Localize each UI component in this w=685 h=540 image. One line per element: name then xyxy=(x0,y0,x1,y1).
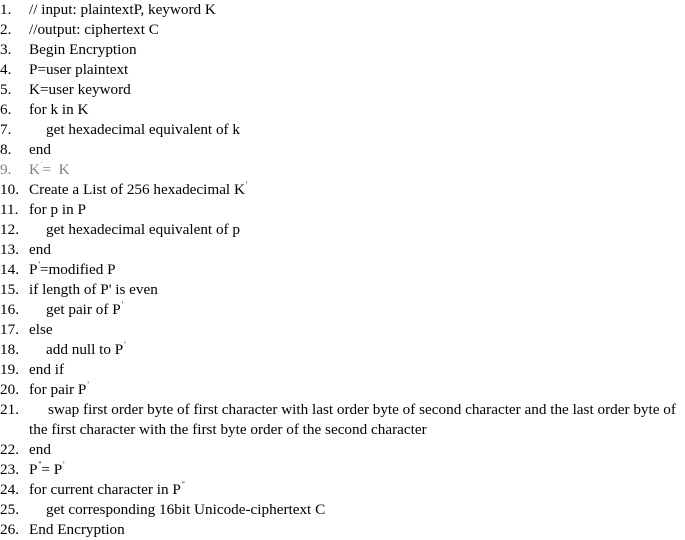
algorithm-line xyxy=(0,20,685,40)
algorithm-line xyxy=(0,100,685,120)
line-text-content: get hexadecimal equivalent of k xyxy=(46,121,240,138)
line-text xyxy=(29,400,685,440)
line-number: 26. xyxy=(0,521,19,538)
line-text xyxy=(29,380,685,400)
line-text xyxy=(29,500,685,520)
line-text: end if xyxy=(29,361,65,378)
line-text: if length of P' is even xyxy=(29,281,158,298)
line-text xyxy=(29,220,685,240)
algorithm-line xyxy=(0,380,685,400)
line-number: 3. xyxy=(0,41,12,58)
line-text-part: Create a List of 256 hexadecimal K xyxy=(29,181,245,198)
line-number: 18. xyxy=(0,341,19,358)
line-text-part: P xyxy=(29,461,38,478)
algorithm-line xyxy=(0,300,685,320)
line-text xyxy=(29,480,685,500)
line-text-part: add null to P xyxy=(46,341,124,358)
line-text: end xyxy=(29,241,51,258)
line-text: P=user plaintext xyxy=(29,61,129,78)
line-text-part: = K xyxy=(42,161,70,178)
line-text-part: P xyxy=(29,261,38,278)
line-text: K=user keyword xyxy=(29,81,131,98)
algorithm-line xyxy=(0,500,685,520)
line-text xyxy=(29,120,685,140)
line-text: for p in P xyxy=(29,201,86,218)
line-text xyxy=(29,460,685,480)
algorithm-line xyxy=(0,360,685,380)
line-number: 25. xyxy=(0,501,19,518)
line-number: 19. xyxy=(0,361,19,378)
line-text: End Encryption xyxy=(29,521,125,538)
line-number: 11. xyxy=(0,201,19,218)
line-text-part: get pair of P xyxy=(46,301,121,318)
algorithm-line xyxy=(0,0,685,20)
algorithm-line xyxy=(0,320,685,340)
line-text: Begin Encryption xyxy=(29,41,137,58)
prime-mark: ' xyxy=(87,379,89,389)
line-text: //output: ciphertext C xyxy=(29,21,159,38)
line-number: 22. xyxy=(0,441,19,458)
line-number: 12. xyxy=(0,221,19,238)
algorithm-line xyxy=(0,60,685,80)
line-text-content: swap first order byte of first character with last order byte of second character and the last order byte of the first character with the first byte order of the second character xyxy=(29,401,676,438)
line-text: end xyxy=(29,441,51,458)
line-text: else xyxy=(29,321,53,338)
line-text-part: for pair P xyxy=(29,381,87,398)
line-text xyxy=(29,260,685,280)
line-text xyxy=(29,160,685,180)
algorithm-line xyxy=(0,260,685,280)
line-text-part: K xyxy=(29,161,40,178)
line-number: 4. xyxy=(0,61,12,78)
algorithm-line xyxy=(0,160,685,180)
prime-mark: '' xyxy=(38,459,42,469)
line-text xyxy=(29,340,685,360)
algorithm-line xyxy=(0,400,685,440)
algorithm-line xyxy=(0,200,685,220)
prime-mark: '' xyxy=(181,479,185,489)
line-text-part: =modified P xyxy=(39,261,116,278)
algorithm-line xyxy=(0,240,685,260)
line-text xyxy=(29,300,685,320)
prime-mark: ' xyxy=(245,179,248,189)
line-number: 23. xyxy=(0,461,19,478)
line-text xyxy=(29,180,685,200)
line-text: for k in K xyxy=(29,101,89,118)
prime-mark: ' xyxy=(38,259,40,269)
line-number: 16. xyxy=(0,301,19,318)
algorithm-line xyxy=(0,460,685,480)
line-number: 15. xyxy=(0,281,19,298)
line-number: 10. xyxy=(0,181,19,198)
line-number: 20. xyxy=(0,381,19,398)
algorithm-line xyxy=(0,480,685,500)
algorithm-line xyxy=(0,520,685,540)
line-number: 9. xyxy=(0,161,12,178)
line-text-part: for current character in P xyxy=(29,481,181,498)
line-number: 21. xyxy=(0,401,19,418)
line-number: 24. xyxy=(0,481,19,498)
line-text-content: get corresponding 16bit Unicode-ciphertext C xyxy=(46,501,326,518)
algorithm-line xyxy=(0,140,685,160)
line-text-part: = P xyxy=(41,461,63,478)
prime-mark: ' xyxy=(40,159,43,169)
line-number: 2. xyxy=(0,21,12,38)
algorithm-line xyxy=(0,340,685,360)
algorithm-line xyxy=(0,180,685,200)
line-number: 17. xyxy=(0,321,19,338)
algorithm-line xyxy=(0,120,685,140)
line-text-content: get hexadecimal equivalent of p xyxy=(46,221,240,238)
line-text: // input: plaintextP, keyword K xyxy=(29,1,216,18)
line-number: 13. xyxy=(0,241,19,258)
prime-mark: ' xyxy=(121,299,124,309)
algorithm-line xyxy=(0,280,685,300)
line-number: 5. xyxy=(0,81,12,98)
algorithm-line xyxy=(0,440,685,460)
line-number: 6. xyxy=(0,101,12,118)
line-number: 7. xyxy=(0,121,12,138)
prime-mark: ' xyxy=(63,459,65,469)
prime-mark: ' xyxy=(124,339,126,349)
line-number: 1. xyxy=(0,1,12,18)
algorithm-line xyxy=(0,40,685,60)
line-text: end xyxy=(29,141,51,158)
algorithm-line xyxy=(0,220,685,240)
line-number: 8. xyxy=(0,141,12,158)
line-number: 14. xyxy=(0,261,19,278)
algorithm-line xyxy=(0,80,685,100)
